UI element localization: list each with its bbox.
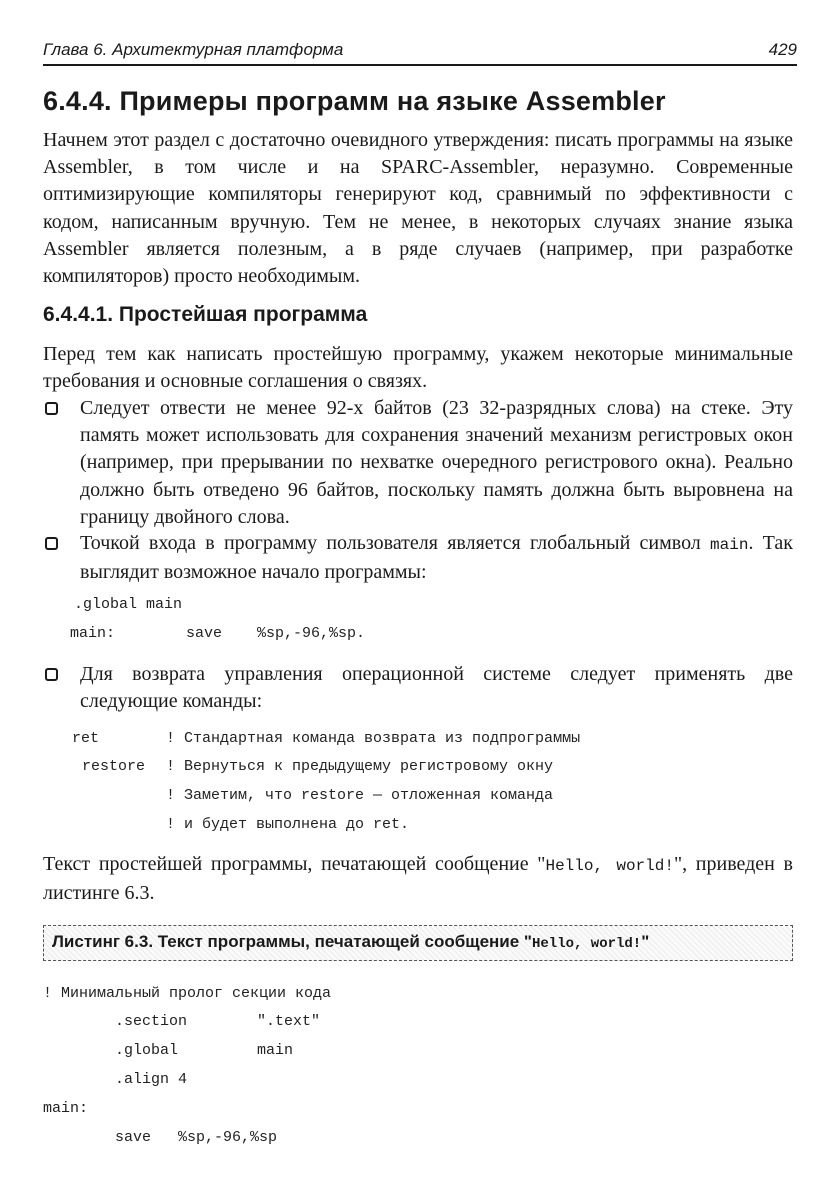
- listing-caption: [52, 932, 649, 952]
- code-args: %sp,-96,%sp.: [257, 625, 366, 642]
- subsection-intro-paragraph: Перед тем как написать простейшую программу, укажем некоторые минимальные требования и основные соглашения о связях.: [43, 343, 793, 393]
- listing-caption-text: ": [641, 932, 650, 951]
- inline-code-hello: Hello, world!: [545, 857, 674, 875]
- inline-code-main: main: [710, 536, 749, 554]
- code-comment: ! Вернуться к предыдущему регистровому окну: [166, 758, 554, 775]
- bullet-item-stack: [43, 395, 793, 531]
- page-number: 429: [768, 40, 797, 59]
- bullet-text-part: Точкой входа в программу пользователя является глобальный символ: [80, 532, 711, 554]
- listing-directive-arg: main: [257, 1042, 294, 1059]
- paragraph-text-part: ", приведен в листинге 6.3.: [43, 853, 793, 905]
- running-head-title: Глава 6. Архитектурная платформа: [43, 40, 344, 59]
- bullet-text: Для возврата управления операционной системе следует применять две следующие команды:: [80, 663, 793, 713]
- listing-caption-text: Листинг 6.3. Текст программы, печатающей сообщение ": [52, 932, 532, 951]
- section-heading: 6.4.4. Примеры программ на языке Assembler: [43, 86, 666, 116]
- checkbox-bullet-icon: [45, 537, 58, 550]
- listing-caption-code: Hello, world!: [531, 936, 642, 952]
- paragraph-text-part: Текст простейшей программы, печатающей сообщение ": [43, 853, 546, 875]
- listing-reference-paragraph: [43, 851, 793, 907]
- listing-directive: .global: [115, 1042, 179, 1059]
- listing-directive-arg: ".text": [257, 1013, 321, 1030]
- subsection-heading: 6.4.4.1. Простейшая программа: [43, 303, 368, 326]
- code-line: .global main: [74, 596, 183, 613]
- bullet-item-return: [43, 661, 793, 715]
- listing-directive: .align 4: [115, 1071, 188, 1088]
- code-label: main:: [70, 625, 116, 642]
- checkbox-bullet-icon: [45, 668, 58, 681]
- listing-label: main:: [43, 1100, 89, 1117]
- listing-instruction: save %sp,-96,%sp: [115, 1129, 278, 1146]
- bullet-item-entry-point: [43, 530, 793, 586]
- code-op: restore: [82, 758, 146, 775]
- listing-caption-box: [43, 925, 793, 961]
- bullet-text-part: . Так выглядит возможное начало программы:: [80, 532, 793, 584]
- listing-comment: ! Минимальный пролог секции кода: [43, 985, 332, 1002]
- checkbox-bullet-icon: [45, 402, 58, 415]
- running-head: [43, 38, 797, 66]
- section-intro-paragraph: Начнем этот раздел с достаточно очевидного утверждения: писать программы на языке Assembler, в том числе и на SPARC-Assembler, неразумно. Современные оптимизирующие компиляторы генерируют код, сравнимый по эффективности с кодом, написанным вручную. Тем не менее, в некоторых случаях знание языка Assembler является полезным, а в ряде случаев (например, при разработке компиляторов) просто необходимым.: [43, 129, 793, 288]
- code-comment: ! и будет выполнена до ret.: [166, 816, 410, 833]
- code-op: save: [186, 625, 223, 642]
- code-comment: ! Стандартная команда возврата из подпрограммы: [166, 730, 581, 747]
- listing-directive: .section: [115, 1013, 188, 1030]
- bullet-text: Следует отвести не менее 92-х байтов (23 32-разрядных слова) на стеке. Эту память может использовать для сохранения значений механизм регистровых окон (например, при прерывании по нехватке очередного регистрового окна). Реально должно быть отведено 96 байтов, поскольку память должна быть выровнена на границу двойного слова.: [80, 397, 793, 528]
- code-comment: ! Заметим, что restore — отложенная команда: [166, 787, 554, 804]
- code-op: ret: [72, 730, 100, 747]
- bullet-text: [80, 530, 793, 586]
